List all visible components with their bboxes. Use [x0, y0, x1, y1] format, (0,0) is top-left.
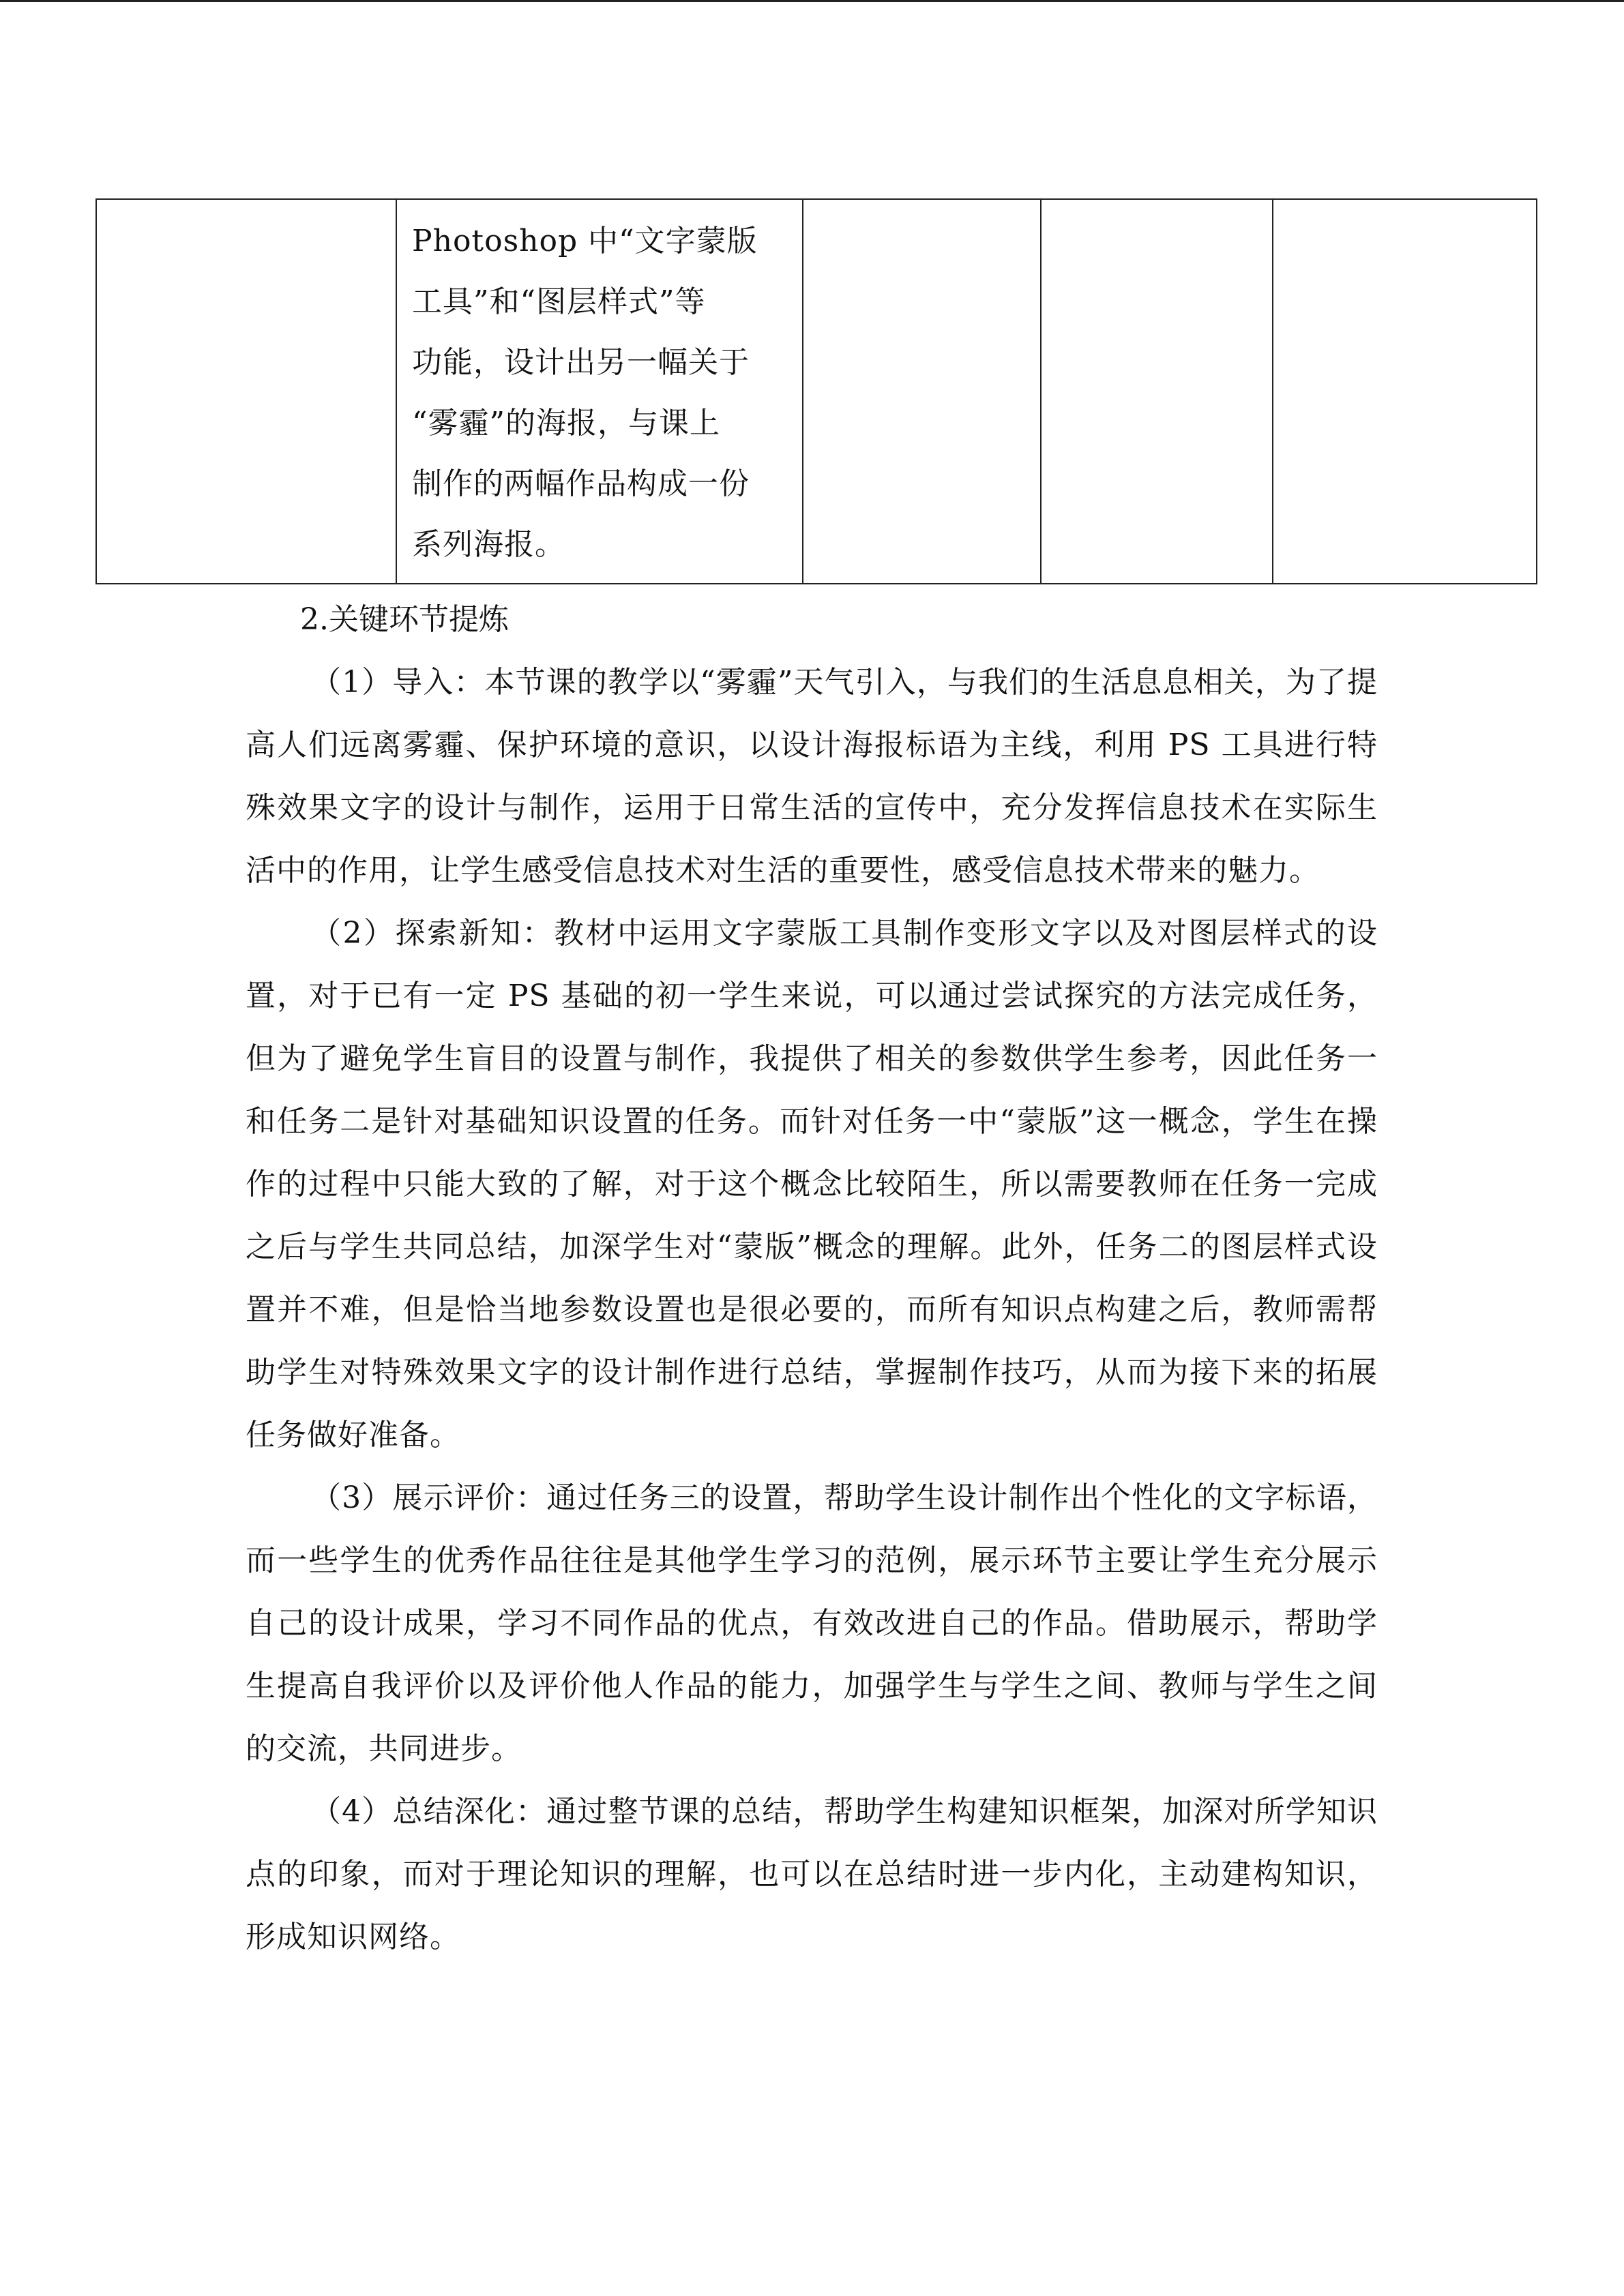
table-cell-3	[803, 199, 1041, 584]
paragraph-exploration: （2）探索新知：教材中运用文字蒙版工具制作变形文字以及对图层样式的设置，对于已有一定 PS 基础的初一学生来说，可以通过尝试探究的方法完成任务，但为了避免学生盲目的设置与制作，我提供了相关的参数供学生参考，因此任务一和任务二是针对基础知识设置的任务。而针对任务一中“蒙版”这一概念，学生在操作的过程中只能大致的了解，对于这个概念比较陌生，所以需要教师在任务一完成之后与学生共同总结，加深学生对“蒙版”概念的理解。此外，任务二的图层样式设置并不难，但是恰当地参数设置也是很必要的，而所有知识点构建之后，教师需帮助学生对特殊效果文字的设计制作进行总结，掌握制作技巧，从而为接下来的拓展任务做好准备。	[246, 916, 1378, 1452]
task-description-text: Photoshop 中“文字蒙版 工具”和“图层样式”等 功能，设计出另一幅关于 “雾霾”的海报，与课上 制作的两幅作品构成一份 系列海报。	[412, 224, 758, 562]
paragraph-introduction: （1）导入：本节课的教学以“雾霾”天气引入，与我们的生活息息相关，为了提高人们远离雾霾、保护环境的意识，以设计海报标语为主线，利用 PS 工具进行特殊效果文字的设计与制作，运用于日常生活的宣传中，充分发挥信息技术在实际生活中的作用，让学生感受信息技术对生活的重要性，感受信息技术带来的魅力。	[246, 665, 1378, 888]
table-cell-4	[1041, 199, 1273, 584]
table-row	[96, 199, 1537, 584]
section-heading: 2.关键环节提炼	[300, 602, 509, 637]
lesson-plan-table-continuation	[95, 198, 1537, 584]
table-cell-5	[1273, 199, 1537, 584]
table-cell-1	[96, 199, 396, 584]
paragraph-summary: （4）总结深化：通过整节课的总结，帮助学生构建知识框架，加深对所学知识点的印象，而对于理论知识的理解，也可以在总结时进一步内化，主动建构知识，形成知识网络。	[246, 1794, 1378, 1954]
paragraph-presentation: （3）展示评价：通过任务三的设置，帮助学生设计制作出个性化的文字标语，而一些学生的优秀作品往往是其他学生学习的范例，展示环节主要让学生充分展示自己的设计成果，学习不同作品的优点，有效改进自己的作品。借助展示，帮助学生提高自我评价以及评价他人作品的能力，加强学生与学生之间、教师与学生之间的交流，共同进步。	[246, 1480, 1378, 1766]
table-cell-2	[396, 199, 803, 584]
key-steps-section	[246, 588, 1378, 1969]
